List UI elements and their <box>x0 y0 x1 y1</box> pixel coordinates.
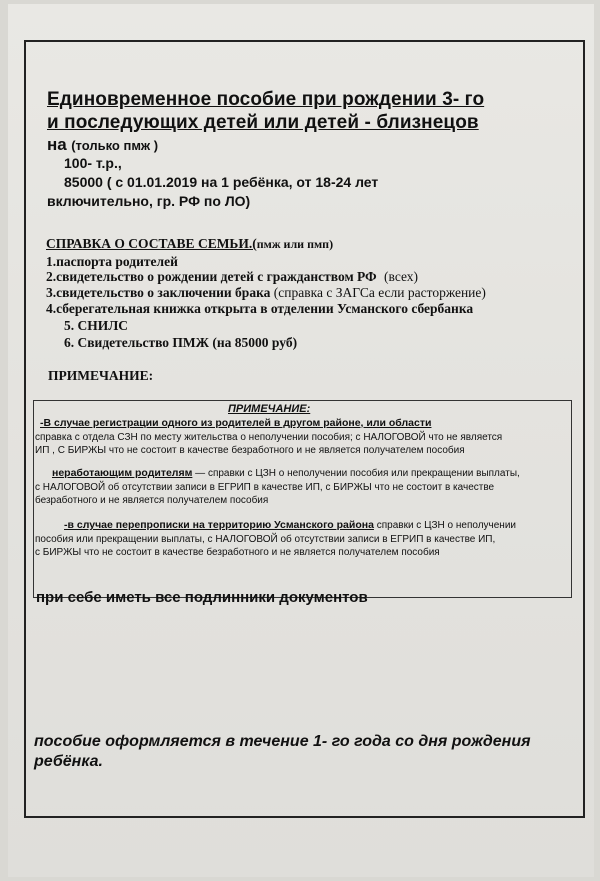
footer-line-2: ребёнка. <box>34 753 103 770</box>
box-heading: ПРИМЕЧАНИЕ: <box>228 403 311 415</box>
docs-item-6-row <box>64 335 297 351</box>
box-s2-row <box>52 467 520 480</box>
amount-note: (только пмж ) <box>71 138 159 153</box>
docs-heading: СПРАВКА О СОСТАВЕ СЕМЬИ.( <box>46 236 257 251</box>
originals-text: при себе иметь все подлинники документов <box>36 589 368 606</box>
docs-heading-note: пмж или пмп) <box>256 237 334 251</box>
box-s1-line-1: справка с отдела СЗН по месту жительства о неполучении пособия; с НАЛОГОВОЙ что не является <box>35 432 503 443</box>
docs-item-3-row <box>46 285 486 301</box>
box-s2-title: неработающим родителям <box>52 467 193 479</box>
footer-line-1: пособие оформляется в течение 1- го года со дня рождения <box>34 733 531 750</box>
docs-item-3-note: (справка с ЗАГСа если расторжение) <box>273 285 486 300</box>
box-s3-title: -в случае перепрописки на территорию Усманского района <box>64 519 374 531</box>
box-s3-line-3: с БИРЖЫ что не состоит в качестве безработного и не является получателем пособия <box>35 547 440 558</box>
docs-item-1: 1.паспорта родителей <box>46 254 178 269</box>
amount-line-1: 100- т.р., <box>64 155 122 171</box>
box-s1-line-2: ИП , С БИРЖЫ что не состоит в качестве безработного и не является получателем пособия <box>35 445 465 456</box>
box-s2-line-1: — справки с ЦЗН о неполучении пособия или прекращении выплаты, <box>195 468 520 479</box>
box-s3-line-1: справки с ЦЗН о неполучении <box>376 520 517 531</box>
box-s1-title: -В случае регистрации одного из родителей в другом районе, или области <box>40 417 432 429</box>
note-label: ПРИМЕЧАНИЕ: <box>48 368 154 383</box>
box-s2-line-3: безработного и не является получателем пособия <box>35 495 269 506</box>
amount-na-row <box>47 135 158 155</box>
title-line-1: Единовременное пособие при рождении 3- го <box>47 89 485 110</box>
box-s3-line-2: пособия или прекращении выплаты, с НАЛОГОВОЙ об отсутствии записи в ЕГРИП в качестве ИП, <box>35 534 496 545</box>
docs-item-5: 5. СНИЛС <box>64 318 129 333</box>
docs-item-6-note: (на 85000 руб) <box>212 335 298 350</box>
box-s2-line-2: с НАЛОГОВОЙ об отсутствии записи в ЕГРИП в качестве ИП, с БИРЖЫ что не состоит в качестве <box>35 482 495 493</box>
docs-item-4: 4.сберегательная книжка открыта в отделении Усманского сбербанка <box>46 301 474 316</box>
docs-item-2-note: (всех) <box>384 269 419 284</box>
box-s3-row <box>64 519 516 532</box>
amount-na: на <box>47 135 67 154</box>
docs-item-6: 6. Свидетельство ПМЖ <box>64 335 210 350</box>
title-line-2: и последующих детей или детей - близнецов <box>47 112 479 133</box>
docs-item-3: 3.свидетельство о заключении брака <box>46 285 271 300</box>
docs-heading-row <box>46 236 333 252</box>
docs-item-2: 2.свидетельство о рождении детей с гражданством РФ <box>46 269 377 284</box>
amount-line-3: включительно, гр. РФ по ЛО) <box>47 193 251 209</box>
amount-line-2: 85000 ( с 01.01.2019 на 1 ребёнка, от 18-24 лет <box>64 174 379 190</box>
docs-item-2-row <box>46 269 418 285</box>
